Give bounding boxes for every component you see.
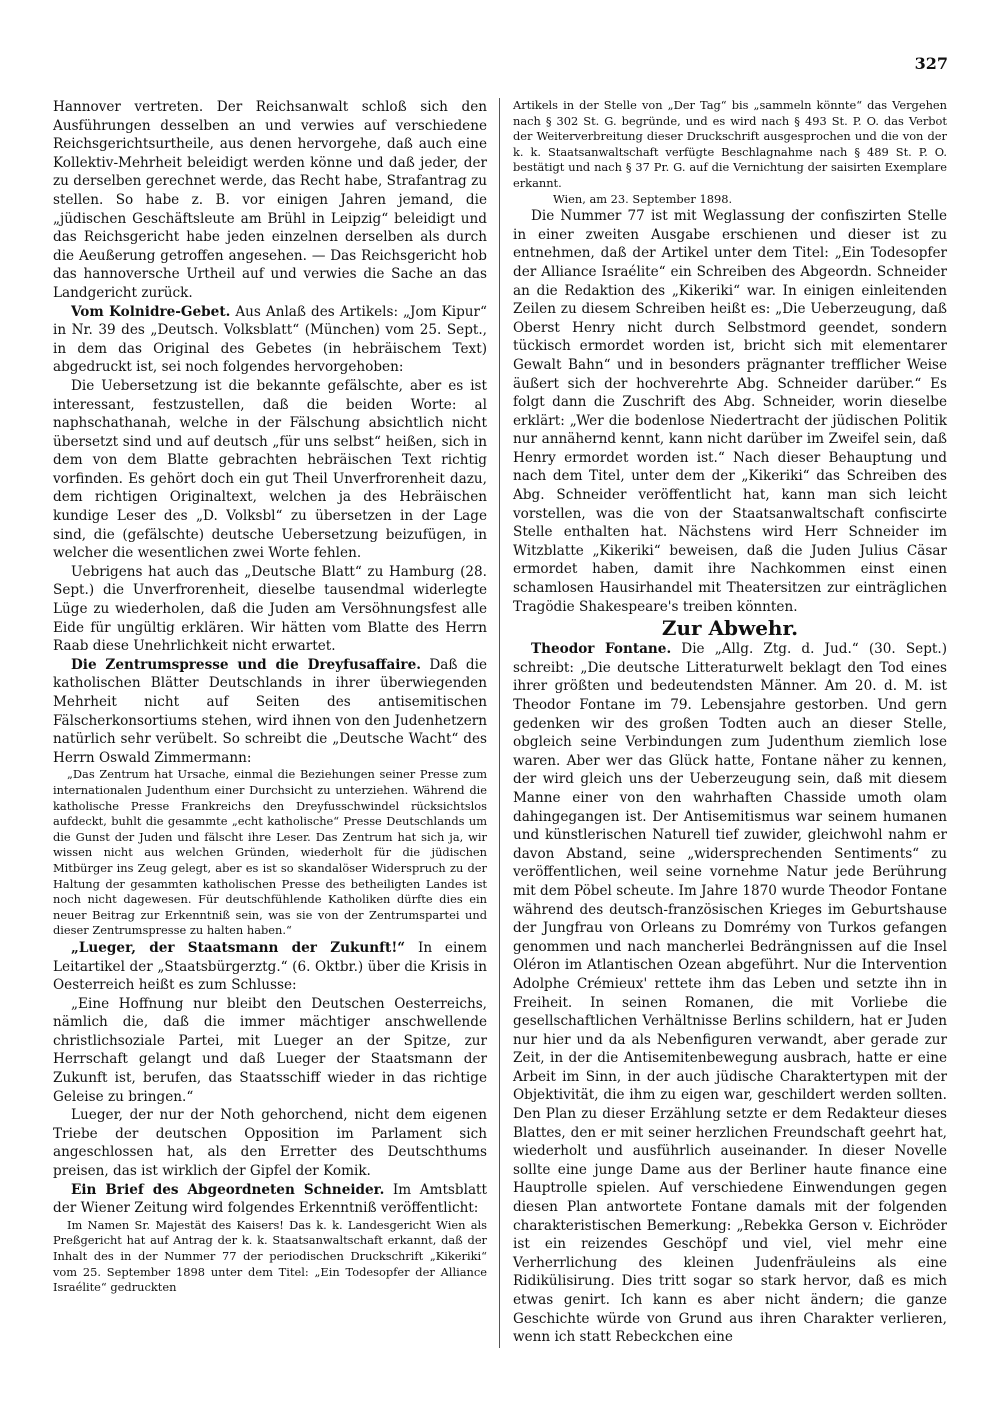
article-heading: „Lueger, der Staatsmann der Zukunft!“ bbox=[71, 939, 406, 956]
page-number: 327 bbox=[914, 54, 948, 73]
paragraph bbox=[53, 995, 487, 1107]
paragraph-text: Uebrigens hat auch das „Deutsche Blatt“ zu Hamburg (28. Sept.) die Unverfrorenheit, dieselbe tausendmal widerlegte Lüge zu wiederholen, daß die Juden am Versöhnungsfest alle Eide für ungültig erklären. Wir hätten vom Blatte des Herrn Raab diese Unehrlichkeit nicht erwartet. bbox=[53, 563, 487, 655]
paragraph bbox=[53, 939, 487, 995]
paragraph-text: „Eine Hoffnung nur bleibt den Deutschen Oesterreichs, nämlich die, daß die immer mächtiger anschwellende christlichsoziale Partei, mit Lueger an der Spitze, zur Herrschaft gelangt und daß Lueger der Staatsmann der Zukunft ist, berufen, das Staatsschiff wieder in das richtige Geleise zu bringen.“ bbox=[53, 995, 487, 1105]
column-divider bbox=[499, 98, 500, 1348]
paragraph bbox=[53, 656, 487, 768]
article-heading: Vom Kolnidre-Gebet. bbox=[71, 303, 231, 320]
paragraph bbox=[53, 563, 487, 656]
section-title bbox=[513, 616, 947, 640]
paragraph-text: Im Amtsblatt der Wiener Zeitung wird folgendes Erkenntniß veröffentlicht: bbox=[53, 1181, 487, 1217]
paragraph bbox=[53, 98, 487, 303]
paragraph-text: Lueger, der nur der Noth gehorchend, nicht dem eigenen Triebe der deutschen Opposition im Parlament sich angeschlossen hat, als den Erretter des Deutschthums preisen, das ist wirklich der Gipfel der Komik. bbox=[53, 1107, 487, 1180]
paragraph-text: Im Namen Sr. Majestät des Kaisers! Das k. k. Landesgericht Wien als Preßgericht hat auf Antrag der k. k. Staatsanwaltschaft erkannt, daß der Inhalt des in der Nummer 77 der periodischen Druckschrift „Kikeriki“ vom 25. September 1898 unter dem Titel: „Ein Todesopfer der Alliance Israélite“ gedruckten bbox=[53, 1217, 487, 1295]
paragraph bbox=[513, 98, 947, 192]
paragraph-text: Aus Anlaß des Artikels: „Jom Kipur“ in Nr. 39 des „Deutsch. Volksblatt“ (München) vom 25. Sept., in dem das Original des Gebetes (in hebräischem Text) abgedruckt ist, sei noch folgendes hervorgehoben: bbox=[53, 303, 487, 376]
paragraph bbox=[513, 640, 947, 1347]
paragraph bbox=[53, 1106, 487, 1180]
paragraph-text: Zur Abwehr. bbox=[661, 616, 799, 641]
paragraph bbox=[53, 767, 487, 939]
paragraph bbox=[53, 1218, 487, 1296]
paragraph bbox=[513, 192, 947, 208]
paragraph-text: Die Nummer 77 ist mit Weglassung der confiszirten Stelle in einer zweiten Ausgabe erschienen und dieser ist zu entnehmen, daß der Artikel unter dem Titel: „Ein Todesopfer der Alliance Israélite“ ein Schreiben des Abgeordn. Schneider an die Redaktion des „Kikeriki“ war. In einigen einleitenden Zeilen zu diesem Schreiben heißt es: „Die Ueberzeugung, daß Oberst Henry nicht durch Selbstmord geendet, sondern tückisch ermordet worden ist, bricht sich mit elementarer Gewalt Bahn“ und in besonders prägnanter trefflicher Weise äußert sich der hochverehrte Abg. Schneider darüber.“ Es folgt dann die Zuschrift des Abg. Schneider, worin dieselbe erklärt: „Wer die bodenlose Niedertracht der jüdischen Politik nur annähernd kennt, kann nicht darüber im Zweifel sein, daß Henry ermordet worden ist.“ Nach dieser Behauptung und nach dem Titel, unter dem der „Kikeriki“ das Schreiben des Abg. Schneider veröffentlicht hat, kann man sich leicht vorstellen, was die von der Staatsanwaltschaft confiscirte Stelle enthalten hat. Nächstens wird Herr Schneider im Witzblatte „Kikeriki“ beweisen, daß die Juden Julius Cäsar ermordet haben, damit ihre Nachkommen einst einen schamlosen Hausirhandel mit Theatersitzen zur einträglichen Tragödie Shakespeare's treiben könnten. bbox=[513, 208, 947, 615]
paragraph bbox=[53, 377, 487, 563]
left-column bbox=[53, 98, 487, 1296]
paragraph-text: Artikels in der Stelle von „Der Tag“ bis „sammeln könnte“ das Vergehen nach § 302 St. G. begründe, und es wird nach § 493 St. P. O. das Verbot der Weiterverbreitung dieser Druckschrift ausgesprochen und die von der k. k. Staatsanwaltschaft verfügte Beschlagnahme nach § 489 St. P. O. bestätigt und nach § 37 Pr. G. auf die Vernichtung der saisirten Exemplare erkannt. bbox=[513, 98, 947, 190]
paragraph-text: Hannover vertreten. Der Reichsanwalt schloß sich den Ausführungen desselben an und verwies auf verschiedene Reichsgerichtsurtheile, aus denen hervorgehe, daß auch eine Kollektiv-Mehrheit beleidigt werden könne und daß jeder, der zu derselben gerechnet werde, das Recht habe, Strafantrag zu stellen. So habe z. B. vor einigen Jahren jemand, die „jüdischen Geschäftsleute am Brühl in Leipzig“ beleidigt und das Reichsgericht habe jeden einzelnen derselben als durch die Aeußerung getroffen angesehen. — Das Reichsgericht hob das hannoversche Urtheil auf und verwies die Sache an das Landgericht zurück. bbox=[53, 99, 487, 301]
paragraph bbox=[513, 207, 947, 616]
paragraph-text: Daß die katholischen Blätter Deutschlands in ihrer überwiegenden Mehrheit nicht auf Seiten des antisemitischen Fälscherkonsortiums stehen, wird ihnen von den Judenhetzern natürlich sehr verübelt. So schreibt die „Deutsche Wacht“ des Herrn Oswald Zimmermann: bbox=[53, 656, 487, 766]
article-heading: Ein Brief des Abgeordneten Schneider. bbox=[71, 1181, 385, 1198]
paragraph bbox=[53, 303, 487, 377]
article-heading: Theodor Fontane. bbox=[531, 641, 672, 658]
paragraph-text: In einem Leitartikel der „Staatsbürgerztg.“ (6. Oktbr.) über die Krisis in Oesterreich heißt es zum Schlusse: bbox=[53, 939, 487, 994]
paragraph-text: „Das Zentrum hat Ursache, einmal die Beziehungen seiner Presse zum internationalen Judenthum einer Durchsicht zu unterziehen. Während die katholische Presse Frankreichs den Dreyfusschwindel rücksichtslos aufdeckt, buhlt die gesammte „echt katholische“ Presse Deutschlands um die Gunst der Juden und fälscht ihre Leser. Das Zentrum hat sich ja, wir wissen nicht aus welchen Gründen, wiederholt für die jüdischen Mitbürger ins Zeug gelegt, aber es ist so skandalöser Widerspruch zu der Haltung der gesammten katholischen Presse des betheiligten Landes ist noch nicht dagewesen. Für deutschfühlende Katholiken dürfte dies ein neuer Beitrag zur Erkenntniß sein, was sie von der Zentrumspartei und dieser Zentrumspresse zu halten haben.“ bbox=[53, 767, 487, 938]
article-heading: Die Zentrumspresse und die Dreyfusaffaire. bbox=[71, 656, 421, 673]
paragraph-text: Die „Allg. Ztg. d. Jud.“ (30. Sept.) schreibt: „Die deutsche Litteraturwelt beklagt den Tod eines ihrer größten und bedeutendsten Männer. Am 20. d. M. ist Theodor Fontane im 79. Lebensjahre gestorben. Und gern gedenken wir des großen Todten auch an dieser Stelle, obgleich seine Verbindungen zum Judenthum ziemlich lose waren. Aber wer das Glück hatte, Fontane näher zu kennen, der wird gleich uns der Ueberzeugung sein, daß mit diesem Manne einer von den wahrhaften Chasside umoth olam dahingegangen ist. Der Antisemitismus war seinem humanen und künstlerischen Naturell tief zuwider, gleichwohl nahm er davon Abstand, seine „widersprechenden Sentiments“ zu veröffentlichen, weil seine vornehme Natur jede Berührung mit dem Pöbel scheute. Im Jahre 1870 wurde Theodor Fontane während des deutsch-französischen Krieges im Geburtshause der Jungfrau von Orleans zu Domrémy von Turkos gefangen genommen und nach mancherlei Bedrängnissen auf die Insel Oléron im Atlantischen Ozean abgeführt. Nur die Intervention Adolphe Crémieux' rettete ihm das Leben und setzte ihn in Freiheit. In seinen Romanen, die mit Vorliebe die gesellschaftlichen Verhältnisse Berlins schildern, hat er Juden nur hier und da als Nebenfiguren verwandt, aber gerade zur Zeit, in der die Antisemitenbewegung ausbrach, hatte er eine Arbeit im Sinn, in der auch jüdische Charaktertypen mit der Objektivität, die ihm zu eigen war, geschildert werden sollten. Den Plan zu dieser Erzählung setzte er dem Redakteur dieses Blattes, den er mit seiner herzlichen Freundschaft geehrt hat, wiederholt und ausführlich auseinander. In dieser Novelle sollte eine junge Dame aus der Berliner haute finance eine Hauptrolle spielen. Auf verschiedene Einwendungen gegen diesen Plan antwortete Fontane damals mit der folgenden charakteristischen Bemerkung: „Rebekka Gerson v. Eichröder ist ein reizendes Geschöpf und viel, viel mehr eine Verherrlichung des kleinen Judenfräuleins als eine Ridikülisirung. Dies tritt sogar so stark hervor, daß es mich etwas genirt. Ich kann es aber nicht ändern; die ganze Geschichte würde von Grund aus ihren Charakter verlieren, wenn ich statt Rebeckchen eine bbox=[513, 641, 947, 1346]
paragraph-text: Wien, am 23. September 1898. bbox=[553, 191, 733, 206]
right-column bbox=[513, 98, 947, 1347]
paragraph bbox=[53, 1181, 487, 1218]
paragraph-text: Die Uebersetzung ist die bekannte gefälschte, aber es ist interessant, festzustellen, daß die beiden Worte: al naphschathanah, welche in der Fälschung absichtlich nicht übersetzt sind und auf deutsch „für uns selbst“ heißen, sich in dem von dem Blatte gebrachten hebräischen Text richtig vorfinden. Es gehört doch ein gut Theil Unverfrorenheit dazu, dem richtigen Originaltext, welchen ja des Hebräischen kundige Leser des „D. Volksbl“ zu übersetzen in der Lage sind, die (gefälschte) deutsche Uebersetzung beizufügen, in welcher die wesentlichen zwei Worte fehlen. bbox=[53, 377, 487, 562]
